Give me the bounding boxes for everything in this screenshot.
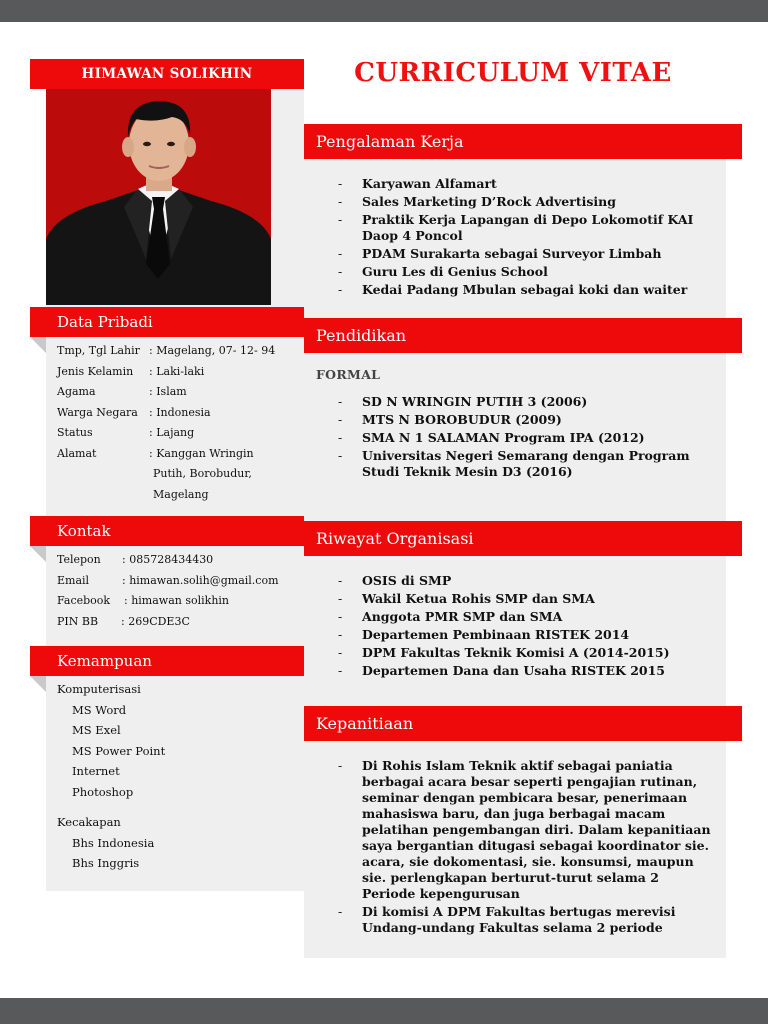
- personal-row-religion: Agama : Islam: [57, 385, 187, 398]
- ribbon-fold: [30, 546, 46, 562]
- contact-row-pin: PIN BB : 269CDE3C: [57, 614, 190, 628]
- personal-row-gender: Jenis Kelamin : Laki-laki: [57, 364, 205, 378]
- section-header-committee: Kepanitiaan: [304, 706, 742, 741]
- list-item: - OSIS di SMP: [338, 573, 716, 589]
- top-bar: [0, 0, 768, 22]
- personal-row-nationality: Warga Negara : Indonesia: [57, 405, 211, 419]
- skill-item: MS Exel: [72, 723, 121, 737]
- contact-row-facebook: Facebook : himawan solikhin: [57, 594, 230, 607]
- list-item: - DPM Fakultas Teknik Komisi A (2014-2015): [338, 645, 716, 661]
- personal-row-birth: Tmp, Tgl Lahir : Magelang, 07- 12- 94: [57, 344, 276, 357]
- page-title: CURRICULUM VITAE: [354, 58, 672, 88]
- contact-row-phone: Telepon : 085728434430: [57, 553, 214, 566]
- profile-photo: [46, 89, 271, 305]
- list-item: - SD N WRINGIN PUTIH 3 (2006): [338, 394, 716, 410]
- bottom-bar: [0, 998, 768, 1024]
- list-item: - Anggota PMR SMP dan SMA: [338, 609, 716, 625]
- section-header-contact: Kontak: [30, 516, 304, 546]
- list-item: - Universitas Negeri Semarang dengan Program Studi Teknik Mesin D3 (2016): [338, 448, 716, 480]
- list-item: - Praktik Kerja Lapangan di Depo Lokomotif KAI Daop 4 Poncol: [338, 212, 716, 244]
- list-item: - Departemen Dana dan Usaha RISTEK 2015: [338, 663, 716, 679]
- language-item: Bhs Inggris: [72, 856, 140, 870]
- list-item: - Karyawan Alfamart: [338, 176, 716, 192]
- education-subtitle: FORMAL: [316, 367, 381, 382]
- personal-row-status: Status : Lajang: [57, 426, 195, 439]
- language-item: Bhs Indonesia: [72, 835, 155, 850]
- list-item: - Kedai Padang Mbulan sebagai koki dan waiter: [338, 282, 716, 298]
- list-item: - Di Rohis Islam Teknik aktif sebagai paniatia berbagai acara besar seperti pengajian rutinan, seminar dengan pembicara besar, penerimaan mahasiswa baru, dan juga berbagai macam pelatihan pengembangan diri. Dalam kepanitiaan saya bergantian ditugasi sebagai koordinator sie. acara, sie dokomentasi, sie. konsumsi, maupun sie. perlengkapan berturut-turut selama 2 Periode kepengurusan: [338, 758, 716, 902]
- skill-item: MS Power Point: [72, 743, 166, 758]
- contact-row-email: Email : himawan.solih@gmail.com: [57, 573, 279, 587]
- education-list: [338, 394, 716, 482]
- list-item: - Sales Marketing D’Rock Advertising: [338, 194, 716, 210]
- skills-language-title: Kecakapan: [57, 815, 121, 829]
- section-header-education: Pendidikan: [304, 318, 742, 353]
- list-item: - Di komisi A DPM Fakultas bertugas merevisi Undang-undang Fakultas selama 2 periode: [338, 904, 716, 936]
- skills-list: [57, 679, 165, 874]
- work-list: [338, 176, 716, 300]
- list-item: - MTS N BOROBUDUR (2009): [338, 412, 716, 428]
- personal-row-address-cont: Magelang: [153, 487, 209, 501]
- section-header-organization: Riwayat Organisasi: [304, 521, 742, 556]
- committee-list: [338, 758, 716, 938]
- section-header-work: Pengalaman Kerja: [304, 124, 742, 159]
- ribbon-fold: [30, 337, 46, 353]
- list-item: - PDAM Surakarta sebagai Surveyor Limbah: [338, 246, 716, 262]
- personal-row-address-cont: Putih, Borobudur,: [153, 467, 252, 480]
- list-item: - Guru Les di Genius School: [338, 264, 716, 280]
- applicant-name: HIMAWAN SOLIKHIN: [81, 66, 253, 82]
- ribbon-fold: [30, 676, 46, 692]
- skill-item: Internet: [72, 764, 120, 778]
- list-item: - Departemen Pembinaan RISTEK 2014: [338, 627, 716, 643]
- list-item: - Wakil Ketua Rohis SMP dan SMA: [338, 591, 716, 607]
- personal-data-list: [57, 341, 275, 505]
- personal-row-address: Alamat : Kanggan Wringin: [57, 446, 254, 460]
- section-header-personal: Data Pribadi: [30, 307, 304, 337]
- skill-item: Photoshop: [72, 784, 134, 799]
- section-header-skills: Kemampuan: [30, 646, 304, 676]
- contact-list: [57, 550, 279, 632]
- name-header: [30, 59, 304, 89]
- list-item: - SMA N 1 SALAMAN Program IPA (2012): [338, 430, 716, 446]
- skills-computer-title: Komputerisasi: [57, 682, 141, 696]
- organization-list: [338, 573, 716, 681]
- skill-item: MS Word: [72, 702, 127, 717]
